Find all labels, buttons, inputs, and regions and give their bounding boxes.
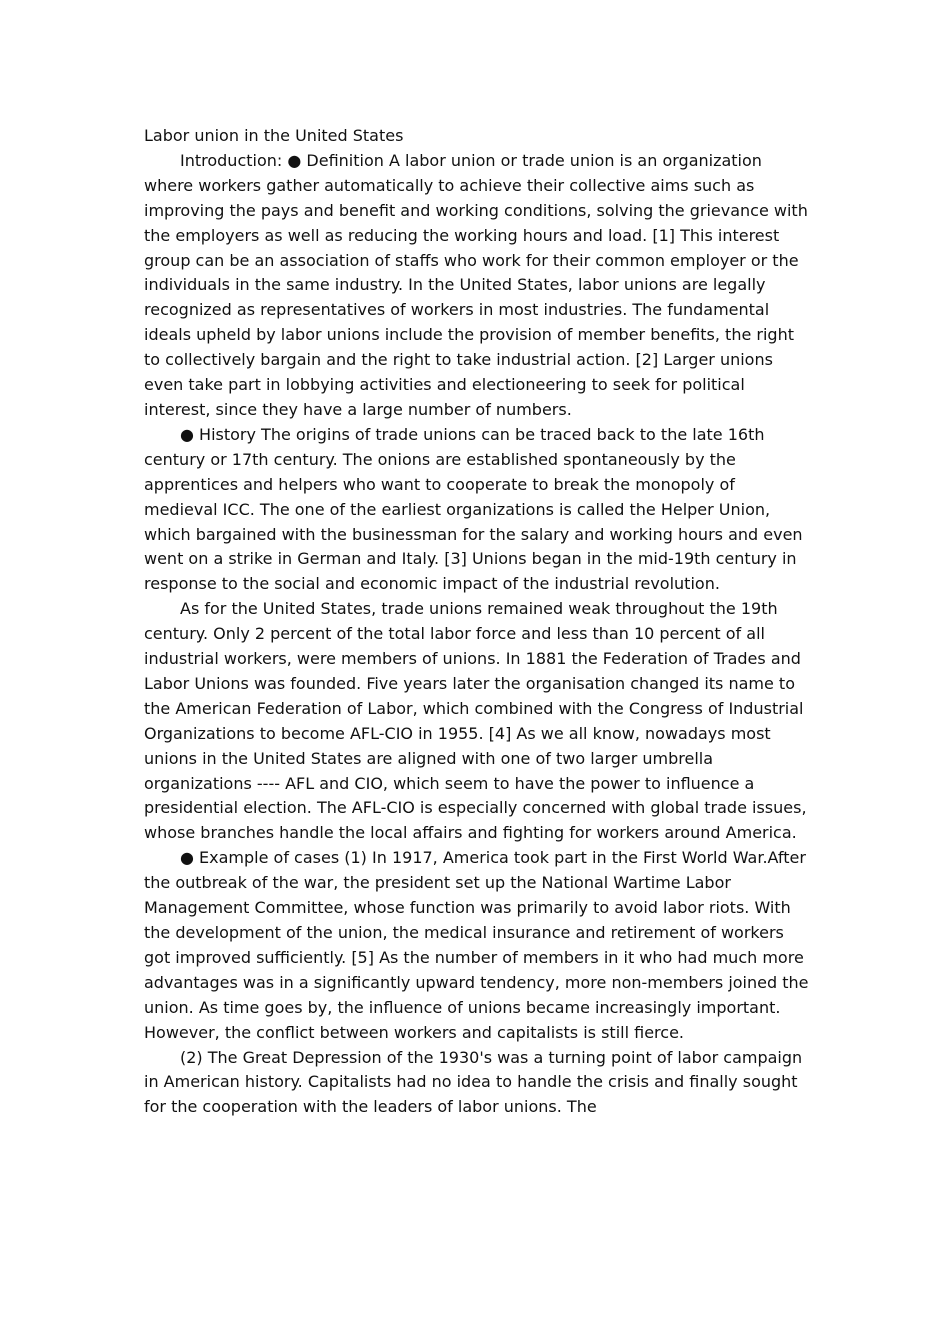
paragraph-example-cases: ● Example of cases (1) In 1917, America took part in the First World War.After the outbreak of the war, the president set up the National Wartime Labor Management Committee, whose function was primarily to avoid labor riots. With the development of the union, the medical insurance and retirement of workers got improved sufficiently. [5] As the number of members in it who had much more advantages was in a significantly upward tendency, more non-members joined the union. As time goes by, the influence of unions became increasingly important. However, the conflict between workers and capitalists is still fierce.	[144, 848, 809, 1042]
paragraph-introduction: Introduction: ● Definition A labor union or trade union is an organization where workers gather automatically to achieve their collective aims such as improving the pays and benefit and working conditions, solving the grievance with the employers as well as reducing the working hours and load. [1] This interest group can be an association of staffs who work for their common employer or the individuals in the same industry. In the United States, labor unions are legally recognized as representatives of workers in most industries. The fundamental ideals upheld by labor unions include the provision of member benefits, the right to collectively bargain and the right to take industrial action. [2] Larger unions even take part in lobbying activities and electioneering to seek for political interest, since they have a large number of numbers.	[144, 150, 808, 419]
paragraph-united-states: As for the United States, trade unions remained weak throughout the 19th century. Only 2 percent of the total labor force and less than 10 percent of all industrial workers, were members of unions. In 1881 the Federation of Trades and Labor Unions was founded. Five years later the organisation changed its name to the American Federation of Labor, which combined with the Congress of Industrial Organizations to become AFL-CIO in 1955. [4] As we all know, nowadays most unions in the United States are aligned with one of two larger umbrella organizations ---- AFL and CIO, which seem to have the power to influence a presidential election. The AFL-CIO is especially concerned with global trade issues, whose branches handle the local affairs and fighting for workers around America.	[144, 599, 807, 843]
document-title: Labor union in the United States	[144, 126, 404, 145]
paragraph-history: ● History The origins of trade unions can be traced back to the late 16th century or 17th century. The onions are established spontaneously by the apprentices and helpers who want to cooperate to break the monopoly of medieval ICC. The one of the earliest organizations is called the Helper Union, which bargained with the businessman for the salary and working hours and even went on a strike in German and Italy. [3] Unions began in the mid-19th century in response to the social and economic impact of the industrial revolution.	[144, 424, 803, 594]
paragraph-great-depression: (2) The Great Depression of the 1930's was a turning point of labor campaign in American history. Capitalists had no idea to handle the crisis and finally sought for the cooperation with the leaders of labor unions. The	[144, 1047, 803, 1117]
document-page	[144, 124, 810, 1120]
